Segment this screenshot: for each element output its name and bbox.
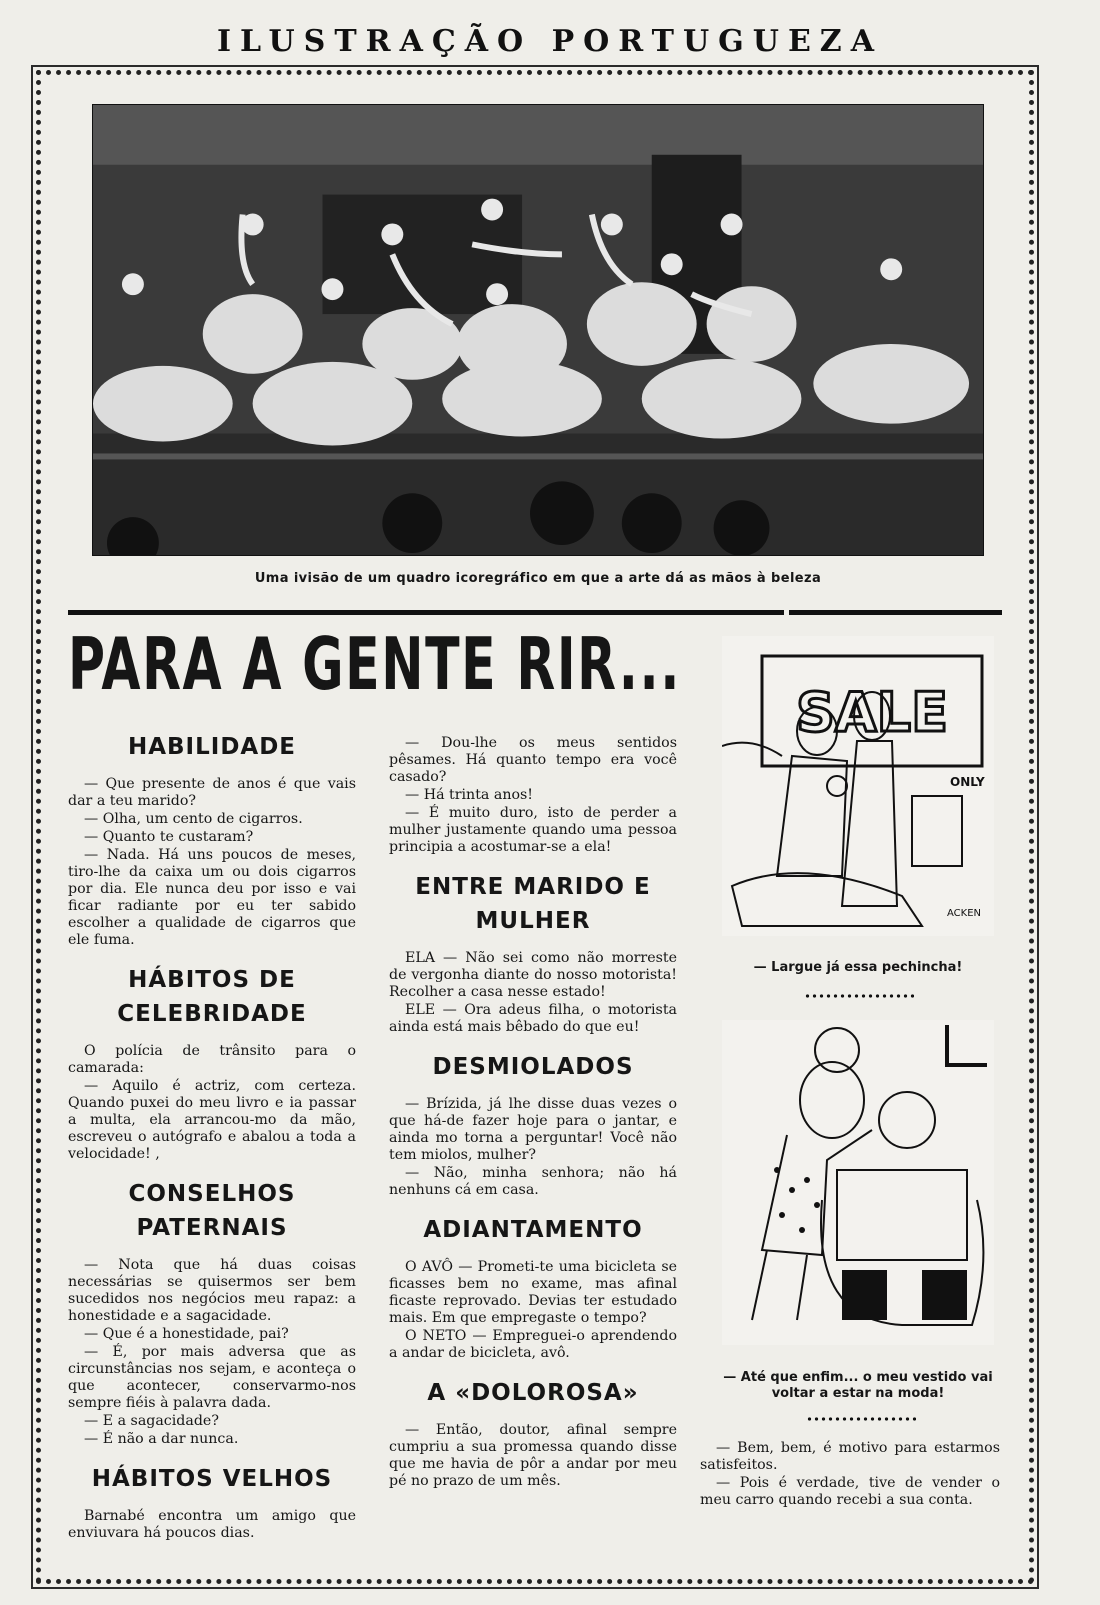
story-line: — Pois é verdade, tive de vender o meu carro quando recebi a sua conta. [700, 1475, 1000, 1508]
story-title-dolorosa: A «DOLOROSA» [427, 1380, 639, 1406]
dot-divider [804, 993, 914, 999]
story-line: — Que é a honestidade, pai? [84, 1326, 289, 1342]
story-line: — Então, doutor, afinal sempre cumpriu a sua promessa quando disse que me havia de pôr a andar por meu pé no prazo de um mês. [389, 1422, 677, 1489]
cartoon-sale [722, 636, 994, 936]
story-line: — E a sagacidade? [84, 1413, 219, 1429]
column-1 [68, 730, 356, 1543]
dot-divider [806, 1416, 916, 1422]
story-line: — Quanto te custaram? [84, 829, 254, 845]
story-title-desmiolados: DESMIOLADOS [432, 1054, 634, 1080]
sale-sign-text: SALE [796, 681, 948, 744]
column-2 [389, 735, 677, 1491]
story-line: — Nota que há duas coisas necessárias se quisermos ser bem sucedidos nos negócios meu rapaz: a honestidade e a sagacidade. [68, 1257, 356, 1324]
column-3 [700, 1440, 1000, 1510]
cartoon-sale-caption: — Largue já essa pechincha! [753, 960, 963, 975]
story-title-habitos-celebridade: HÁBITOS DE CELEBRIDADE [117, 967, 307, 1027]
story-line: Barnabé encontra um amigo que enviuvara há poucos dias. [68, 1508, 356, 1541]
story-title-adiantamento: ADIANTAMENTO [423, 1217, 643, 1243]
story-line: — Brízida, já lhe disse duas vezes o que há-de fazer hoje para o jantar, e ainda mo torna a perguntar! Você não tem miolos, mulher? [389, 1096, 677, 1163]
story-line: — É muito duro, isto de perder a mulher justamente quando uma pessoa principia a acostumar-se a ela! [389, 805, 677, 855]
story-title-habitos-velhos: HÁBITOS VELHOS [91, 1466, 333, 1492]
story-title-habilidade: HABILIDADE [127, 734, 297, 760]
story-line: — Que presente de anos é que vais dar a teu marido? [68, 776, 356, 809]
story-line: — Aquilo é actriz, com certeza. Quando puxei do meu livro e ia passar a multa, ela arrancou-mo da mão, escreveu o autógrafo e abalou a toda a velocidade! , [68, 1078, 356, 1162]
cartoon-dress [722, 1020, 994, 1345]
story-line: — É não a dar nunca. [84, 1431, 239, 1447]
story-line: — Há trinta anos! [405, 787, 533, 803]
story-line: — É, por mais adversa que as circunstâncias nos sejam, e aconteça o que acontecer, conservarmo-nos sempre fiéis à palavra dada. [68, 1344, 356, 1411]
headline-rule [68, 610, 1002, 615]
story-title-marido-mulher: ENTRE MARIDO E MULHER [415, 874, 651, 934]
story-line: — Dou-lhe os meus sentidos pêsames. Há quanto tempo era você casado? [389, 735, 677, 785]
only-tag: ONLY [950, 775, 985, 789]
masthead: ILUSTRAÇÃO PORTUGUEZA [217, 24, 883, 59]
story-line: ELE — Ora adeus filha, o motorista ainda está mais bêbado do que eu! [389, 1002, 677, 1035]
photo-caption: Uma ivisão de um quadro icoregráfico em que a arte dá as mãos à beleza [254, 571, 822, 586]
story-line: O AVÔ — Prometi-te uma bicicleta se ficasses bem no exame, mas afinal ficaste reprovado. Devias ter estudado mais. Em que empregaste o tempo? [389, 1259, 677, 1326]
story-line: — Não, minha senhora; não há nenhuns cá em casa. [389, 1165, 677, 1198]
story-line: O NETO — Empreguei-o aprendendo a andar de bicicleta, avô. [389, 1328, 677, 1361]
story-line: — Bem, bem, é motivo para estarmos satisfeitos. [700, 1440, 1000, 1473]
story-title-conselhos: CONSELHOS PATERNAIS [128, 1181, 296, 1241]
section-headline: PARA A GENTE RIR... [68, 622, 681, 706]
story-line: — Nada. Há uns poucos de meses, tiro-lhe da caixa um ou dois cigarros por dia. Ele nunca deu por isso e vai ficar radiante por eu ter sabido escolher a qualidade de cigarros que ele fuma. [68, 847, 356, 948]
cartoon-dress-caption: — Até que enfim... o meu vestido vai voltar a estar na moda! [723, 1370, 993, 1401]
story-line: O polícia de trânsito para o camarada: [68, 1043, 356, 1076]
ballet-photo [92, 104, 984, 556]
story-line: — Olha, um cento de cigarros. [84, 811, 303, 827]
story-line: ELA — Não sei como não morreste de vergonha diante do nosso motorista! Recolher a casa nesse estado! [389, 950, 677, 1000]
artist-signature: ACKEN [947, 908, 982, 919]
